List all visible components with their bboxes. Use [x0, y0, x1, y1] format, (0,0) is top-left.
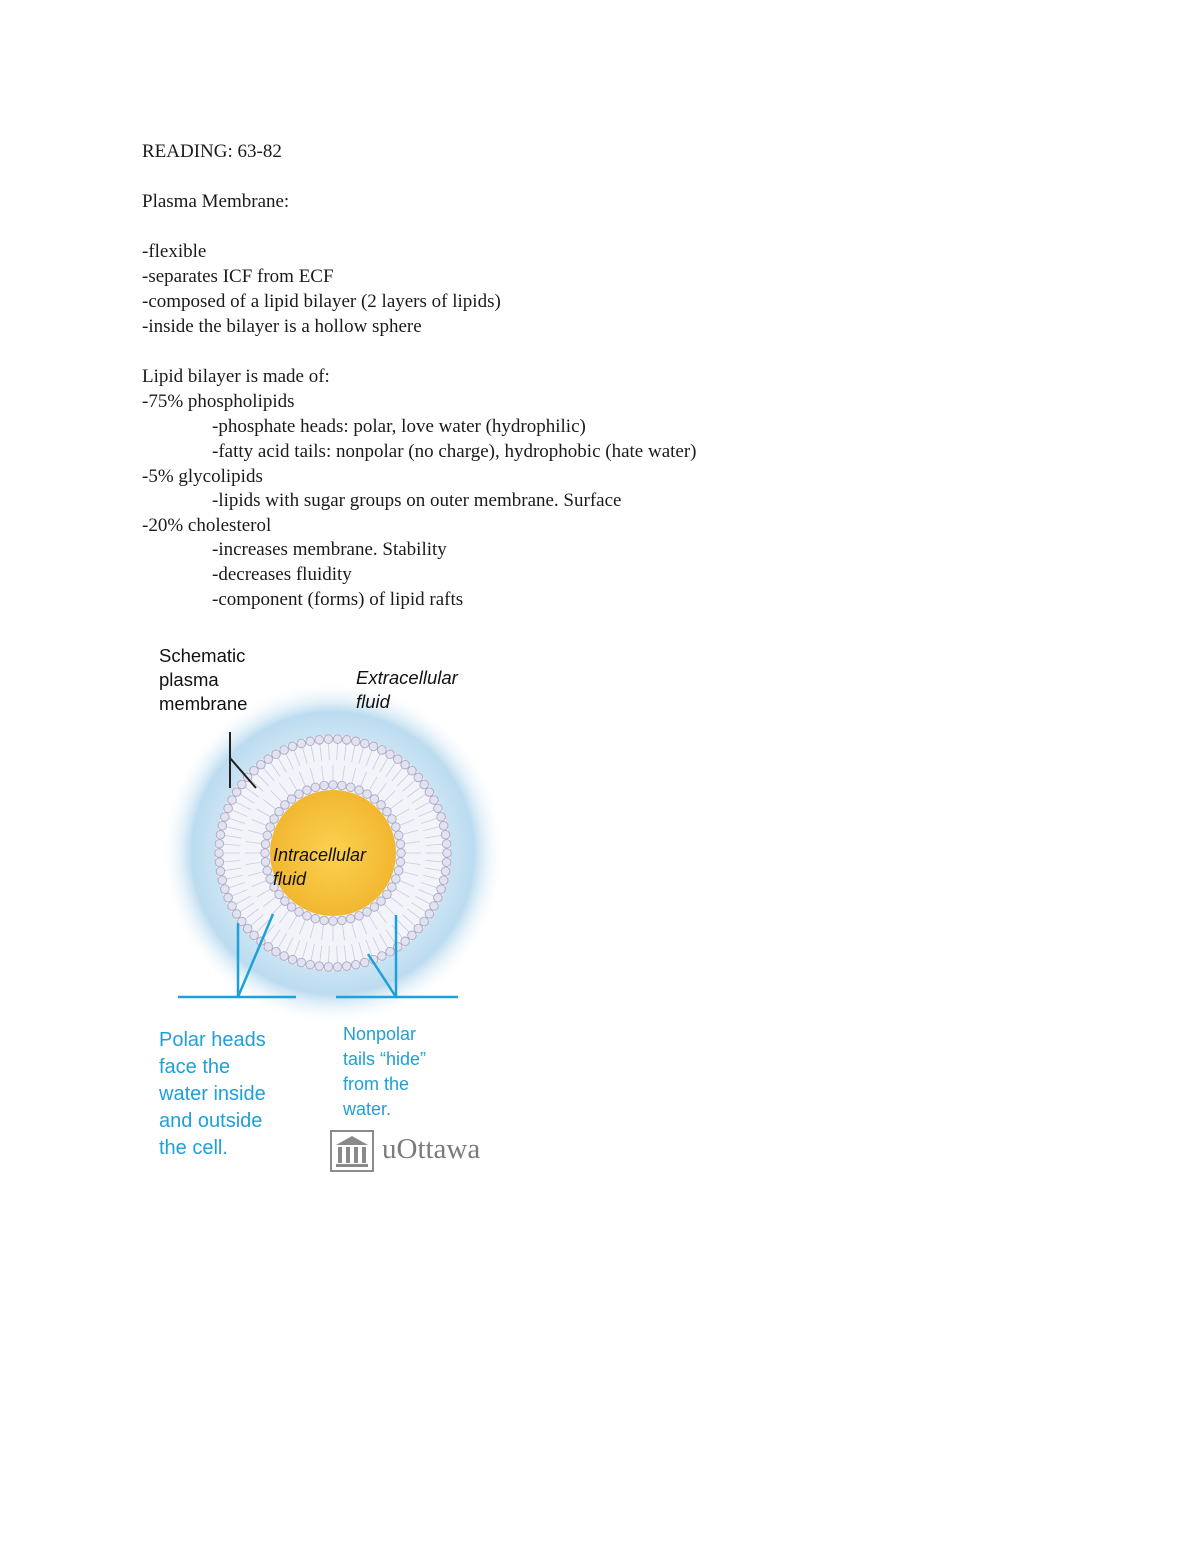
lipid-head	[443, 849, 452, 858]
lipid-head	[408, 766, 417, 775]
lipid-head	[215, 858, 224, 867]
lipid-head	[320, 916, 329, 925]
lipid-head	[324, 963, 333, 972]
lipid-head	[397, 849, 406, 858]
lipid-head	[320, 781, 329, 790]
note-line: -5% glycolipids	[142, 466, 263, 487]
lipid-head	[261, 840, 270, 849]
note-line: -separates ICF from ECF	[142, 266, 334, 287]
lipid-head	[264, 755, 273, 764]
lipid-head	[303, 912, 312, 921]
lipid-head	[324, 735, 333, 744]
lipid-head	[238, 780, 247, 789]
lipid-head	[355, 912, 364, 921]
lipid-head	[378, 746, 387, 755]
lipid-head	[393, 943, 402, 952]
polar-heads-caption: Polar heads face the water inside and outside the cell.	[159, 1029, 266, 1159]
lipid-head	[224, 804, 233, 813]
lipid-head	[352, 737, 361, 746]
lipid-head	[263, 831, 272, 840]
note-subline: -phosphate heads: polar, love water (hydrophilic)	[212, 416, 586, 437]
lipid-head	[333, 735, 342, 744]
schematic-label: Schematic plasma membrane	[159, 645, 248, 714]
lipid-head	[311, 914, 320, 923]
lipid-head	[363, 908, 372, 917]
lipid-head	[218, 876, 227, 885]
lipid-head	[430, 796, 439, 805]
lipid-head	[441, 867, 450, 876]
lipid-head	[303, 786, 312, 795]
lipid-head	[434, 804, 443, 813]
lipid-head	[442, 840, 451, 849]
lipid-head	[215, 849, 224, 858]
lipid-head	[275, 890, 284, 899]
lipid-head	[311, 783, 320, 792]
lipid-head	[329, 917, 338, 926]
lipid-head	[352, 960, 361, 969]
lipid-head	[224, 893, 233, 902]
lipid-head	[338, 916, 347, 925]
lipid-head	[396, 858, 405, 867]
lipid-head	[250, 766, 259, 775]
lipid-head	[250, 931, 259, 940]
lipid-head	[439, 821, 448, 830]
lipid-head	[232, 788, 241, 797]
lipid-head	[378, 952, 387, 961]
lipid-head	[363, 790, 372, 799]
lipid-head	[360, 958, 369, 967]
lipid-head	[288, 955, 297, 964]
lipid-head	[401, 760, 410, 769]
plasma-membrane-figure	[150, 640, 520, 1180]
lipid-head	[329, 781, 338, 790]
lipid-head	[383, 807, 392, 816]
lipid-head	[228, 902, 237, 911]
lipid-head	[414, 924, 423, 933]
lipid-head	[342, 962, 351, 971]
lipid-head	[280, 952, 289, 961]
lipid-head	[266, 823, 275, 832]
lipid-head	[425, 788, 434, 797]
lipid-head	[270, 815, 279, 824]
lipid-head	[437, 813, 446, 822]
lipid-head	[386, 947, 395, 956]
lipid-head	[264, 943, 273, 952]
logo-text: uOttawa	[382, 1133, 481, 1165]
lipid-head	[355, 786, 364, 795]
lipid-head	[216, 830, 225, 839]
lipid-head	[232, 910, 241, 919]
lipid-head	[338, 781, 347, 790]
lipid-head	[430, 902, 439, 911]
subsection-heading: Lipid bilayer is made of:	[142, 366, 330, 387]
lipid-head	[315, 962, 324, 971]
lipid-head	[243, 924, 252, 933]
lipid-head	[261, 849, 270, 858]
lipid-head	[272, 750, 281, 759]
lipid-head	[386, 750, 395, 759]
lipid-head	[228, 796, 237, 805]
lipid-head	[392, 875, 401, 884]
lipid-head	[439, 876, 448, 885]
lipid-head	[393, 755, 402, 764]
lipid-head	[346, 914, 355, 923]
lipid-head	[346, 783, 355, 792]
note-line: -20% cholesterol	[142, 515, 272, 536]
lipid-head	[288, 742, 297, 751]
lipid-head	[394, 831, 403, 840]
section-heading: Plasma Membrane:	[142, 191, 290, 212]
extracellular-label: Extracellular fluid	[356, 667, 458, 712]
note-subline: -increases membrane. Stability	[212, 539, 447, 560]
note-subline: -decreases fluidity	[212, 564, 352, 585]
lipid-head	[263, 866, 272, 875]
lipid-head	[369, 742, 378, 751]
lipid-head	[425, 910, 434, 919]
university-building-icon	[330, 1130, 374, 1172]
note-line: -flexible	[142, 241, 207, 262]
note-line: -inside the bilayer is a hollow sphere	[142, 316, 422, 337]
lipid-head	[408, 931, 417, 940]
lipid-head	[295, 908, 304, 917]
nonpolar-tails-caption: Nonpolar tails “hide” from the water.	[343, 1024, 427, 1119]
lipid-head	[394, 866, 403, 875]
lipid-head	[272, 947, 281, 956]
lipid-head	[441, 830, 450, 839]
lipid-head	[420, 917, 429, 926]
note-line: -75% phospholipids	[142, 391, 295, 412]
lipid-head	[261, 858, 270, 867]
lipid-head	[370, 903, 379, 912]
lipid-head	[420, 780, 429, 789]
lipid-head	[297, 739, 306, 748]
lipid-head	[257, 760, 266, 769]
lipid-head	[401, 937, 410, 946]
lipid-head	[442, 858, 451, 867]
lipid-head	[315, 736, 324, 745]
lipid-head	[295, 790, 304, 799]
lipid-head	[221, 813, 230, 822]
lipid-head	[280, 746, 289, 755]
intracellular-label: Intracellular fluid	[273, 845, 367, 889]
reading-range: READING: 63-82	[142, 141, 282, 162]
lipid-head	[306, 960, 315, 969]
lipid-head	[396, 840, 405, 849]
lipid-head	[216, 867, 225, 876]
lipid-head	[392, 823, 401, 832]
lipid-head	[333, 963, 342, 972]
lipid-head	[342, 736, 351, 745]
lipid-head	[297, 958, 306, 967]
lipid-head	[388, 883, 397, 892]
lipid-head	[287, 795, 296, 804]
lipid-head	[221, 885, 230, 894]
lipid-head	[388, 815, 397, 824]
note-subline: -lipids with sugar groups on outer membrane. Surface	[212, 490, 622, 511]
note-subline: -fatty acid tails: nonpolar (no charge), hydrophobic (hate water)	[212, 441, 697, 462]
lipid-head	[306, 737, 315, 746]
note-line: -composed of a lipid bilayer (2 layers of lipids)	[142, 291, 501, 312]
lipid-head	[414, 773, 423, 782]
lipid-head	[437, 885, 446, 894]
note-subline: -component (forms) of lipid rafts	[212, 589, 464, 610]
lipid-head	[360, 739, 369, 748]
lipid-head	[218, 821, 227, 830]
lipid-head	[434, 893, 443, 902]
lipid-head	[215, 840, 224, 849]
